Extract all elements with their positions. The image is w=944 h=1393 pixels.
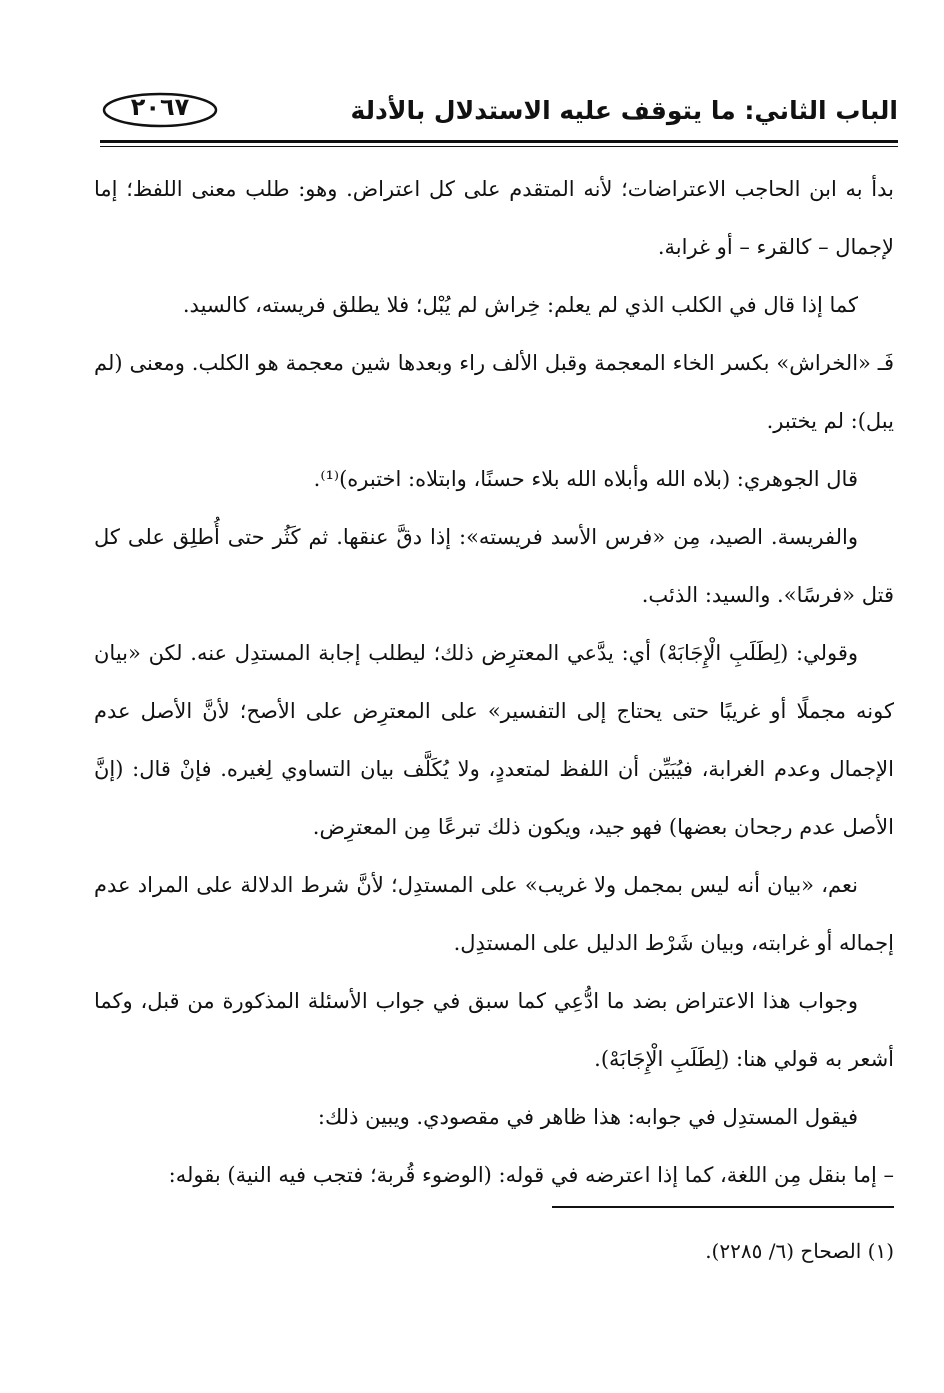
paragraph: بدأ به ابن الحاجب الاعتراضات؛ لأنه المتقدم على كل اعتراض. وهو: طلب معنى اللفظ؛ إما لإجمال – كالقرء – أو غرابة.	[94, 177, 894, 259]
paragraph: نعم، «بيان أنه ليس بمجمل ولا غريب» على المستدِل؛ لأنَّ شرط الدلالة على المراد عدم إجماله أو غرابته، وبيان شَرْط الدليل على المستدِل.	[94, 873, 894, 955]
footnote: (١) الصحاح (٦/ ٢٢٨٥).	[705, 1239, 894, 1263]
page-header	[100, 88, 898, 136]
paragraph: – إما بنقل مِن اللغة، كما إذا اعترضه في قوله: (الوضوء قُربة؛ فتجب فيه النية) بقوله:	[168, 1163, 894, 1187]
paragraph: كما إذا قال في الكلب الذي لم يعلم: خِراش لم يُبْل؛ فلا يطلق فريسته، كالسيد.	[182, 293, 858, 317]
page-number-badge	[100, 90, 220, 130]
paragraph: والفريسة. الصيد، مِن «فرس الأسد فريسته»: إذا دقَّ عنقها. ثم كَثُر حتى أُطلِق على كل قتل «فرسًا». والسيد: الذئب.	[94, 525, 894, 607]
main-text	[94, 160, 894, 1204]
header-rule-thick	[100, 140, 898, 143]
running-title: الباب الثاني: ما يتوقف عليه الاستدلال بالأدلة	[350, 96, 898, 125]
paragraph: وجواب هذا الاعتراض بضد ما ادُّعِي كما سبق في جواب الأسئلة المذكورة من قبل، وكما أشعر به قولي هنا: (لِطَلَبِ الْإِجَابَهْ).	[94, 989, 894, 1071]
paragraph: قال الجوهري: (بلاه الله وأبلاه الله بلاء حسنًا، وابتلاه: اختبره)⁽¹⁾.	[313, 467, 858, 491]
paragraph: فَـ «الخراش» بكسر الخاء المعجمة وقبل الألف راء وبعدها شين معجمة هو الكلب. ومعنى (لم يبل): لم يختبر.	[94, 351, 894, 433]
header-rule-thin	[100, 146, 898, 147]
paragraph: فيقول المستدِل في جوابه: هذا ظاهر في مقصودي. ويبين ذلك:	[317, 1105, 858, 1129]
paragraph: وقولي: (لِطَلَبِ الْإِجَابَهْ) أي: يدَّعي المعترِض ذلك؛ ليطلب إجابة المستدِل عنه. لكن «بيان كونه مجملًا أو غريبًا حتى يحتاج إلى التفسير» على المعترِض على الأصح؛ لأنَّ الأصل عدم الإجمال وعدم الغرابة، فيُبَيِّن أن اللفظ لمتعددٍ، ولا يُكَلَّف بيان التساوي لِغيره. فإنْ قال: (إنَّ الأصل عدم رجحان بعضها) فهو جيد، ويكون ذلك تبرعًا مِن المعترِض.	[94, 641, 894, 839]
page-number: ٢٠٦٧	[130, 93, 190, 121]
footnote-rule	[552, 1206, 894, 1208]
